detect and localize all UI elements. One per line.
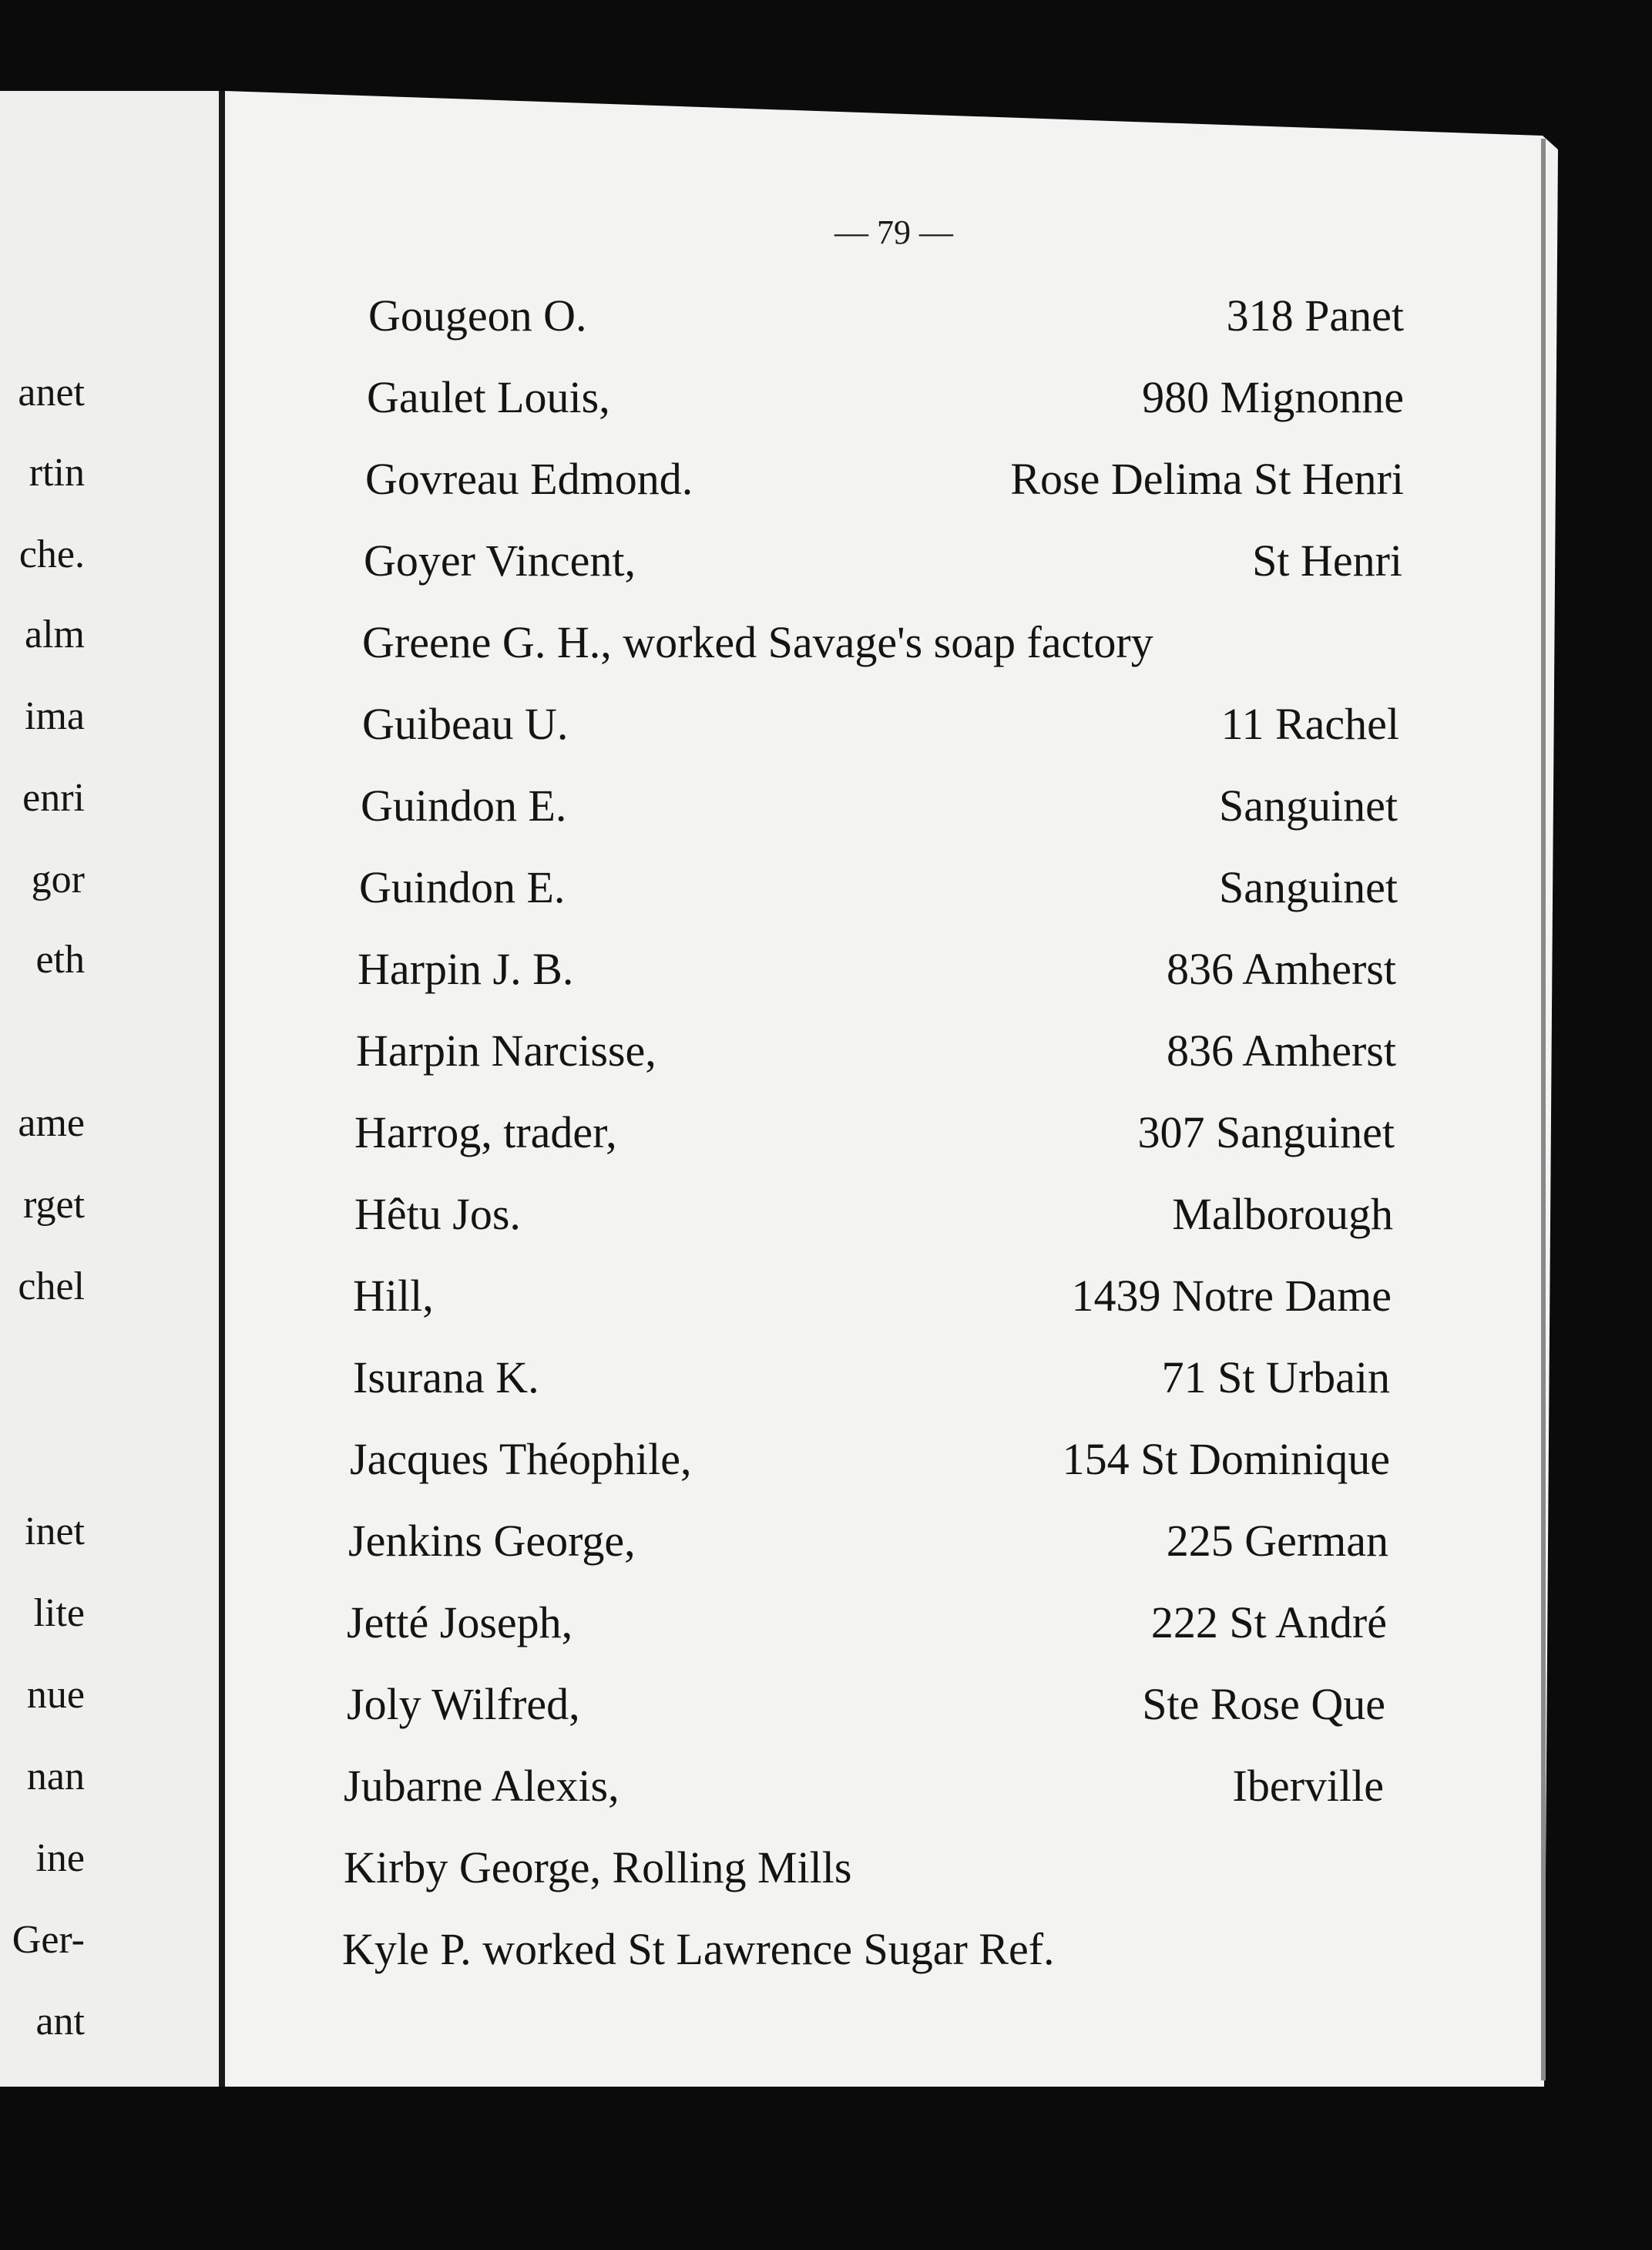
entry-name: Hill, — [353, 1271, 434, 1321]
left-fragment: nan — [26, 1755, 85, 1798]
left-fragment: rget — [23, 1183, 85, 1227]
left-fragment: gor — [31, 858, 85, 902]
directory-entry — [347, 1597, 1387, 1651]
directory-entry — [344, 1760, 1384, 1814]
left-fragment: alm — [25, 613, 85, 657]
directory-entry — [362, 698, 1399, 752]
entry-address: 222 St André — [1150, 1597, 1387, 1647]
entry-name: Harpin Narcisse, — [356, 1026, 656, 1076]
entry-name: Harrog, trader, — [354, 1107, 617, 1157]
left-fragment: chel — [18, 1264, 85, 1308]
directory-entry — [353, 1270, 1392, 1324]
entry-name: Isurana K. — [353, 1352, 539, 1402]
directory-entry — [354, 1188, 1393, 1242]
left-page — [0, 91, 225, 2087]
left-fragment: ine — [35, 1836, 85, 1880]
entry-name: Gaulet Louis, — [367, 372, 610, 422]
entry-name: Gougeon O. — [368, 290, 587, 341]
entry-address: 836 Amherst — [1166, 1026, 1396, 1076]
entry-name: Kyle P. worked St Lawrence Sugar Ref. — [342, 1924, 1055, 1974]
entry-name: Joly Wilfred, — [347, 1679, 580, 1729]
directory-entry — [353, 1352, 1390, 1405]
entry-name: Kirby George, Rolling Mills — [344, 1842, 852, 1892]
left-fragment: nue — [26, 1673, 85, 1717]
directory-entry — [347, 1678, 1385, 1732]
left-fragment: rtin — [29, 451, 85, 495]
entry-address: 836 Amherst — [1166, 944, 1396, 994]
entry-address: 318 Panet — [1226, 290, 1404, 341]
left-fragment: ima — [25, 694, 85, 738]
entry-address: Sanguinet — [1219, 781, 1398, 831]
entry-address: 154 St Dominique — [1062, 1434, 1390, 1484]
entry-address: 71 St Urbain — [1161, 1352, 1390, 1402]
directory-entry — [344, 1842, 1384, 1896]
left-fragment: inet — [25, 1510, 85, 1553]
left-fragment: Ger- — [12, 1918, 85, 1962]
entry-address: 1439 Notre Dame — [1071, 1271, 1392, 1321]
entry-address: St Henri — [1252, 536, 1402, 586]
directory-entry — [367, 371, 1404, 425]
left-fragment: enri — [22, 776, 85, 820]
entry-address: Malborough — [1172, 1189, 1393, 1239]
page-edge — [1541, 139, 1546, 2080]
left-fragment: che. — [18, 532, 85, 576]
entry-name: Jubarne Alexis, — [344, 1761, 620, 1811]
entry-name: Greene G. H., worked Savage's soap factory — [362, 617, 1153, 667]
directory-entry — [362, 616, 1402, 670]
directory-entry — [359, 861, 1398, 915]
entry-address: Ste Rose Que — [1142, 1679, 1385, 1729]
left-fragment: ant — [35, 2000, 85, 2043]
directory-entry — [350, 1433, 1390, 1487]
entry-address: Rose Delima St Henri — [1010, 454, 1404, 504]
directory-entry — [348, 1515, 1388, 1569]
entry-address: Sanguinet — [1219, 862, 1398, 912]
entry-address: 980 Mignonne — [1142, 372, 1404, 422]
directory-entry — [364, 535, 1402, 589]
directory-entry — [358, 943, 1396, 997]
entry-name: Jetté Joseph, — [347, 1597, 573, 1647]
directory-entry — [342, 1923, 1382, 1977]
entry-name: Govreau Edmond. — [365, 454, 693, 504]
left-fragment: anet — [18, 371, 85, 415]
left-fragment: lite — [33, 1591, 85, 1635]
directory-entry — [365, 453, 1404, 507]
directory-entry — [368, 290, 1404, 344]
directory-entry — [356, 1025, 1396, 1079]
entry-name: Guindon E. — [359, 862, 566, 912]
entry-address: Iberville — [1232, 1761, 1384, 1811]
directory-entry — [354, 1107, 1395, 1160]
entry-name: Hêtu Jos. — [354, 1189, 521, 1239]
entry-name: Jenkins George, — [348, 1516, 636, 1566]
entry-address: 307 Sanguinet — [1137, 1107, 1395, 1157]
left-fragment: eth — [35, 938, 85, 982]
book-gutter — [219, 91, 225, 2087]
entry-name: Goyer Vincent, — [364, 536, 636, 586]
entry-address: 11 Rachel — [1221, 699, 1399, 749]
entry-address: 225 German — [1166, 1516, 1388, 1566]
entry-name: Harpin J. B. — [358, 944, 574, 994]
entry-name: Jacques Théophile, — [350, 1434, 692, 1484]
page-number: — 79 — — [834, 213, 953, 251]
entry-name: Guibeau U. — [362, 699, 569, 749]
directory-entry — [361, 780, 1398, 834]
left-fragment: ame — [18, 1101, 85, 1145]
entry-name: Guindon E. — [361, 781, 567, 831]
